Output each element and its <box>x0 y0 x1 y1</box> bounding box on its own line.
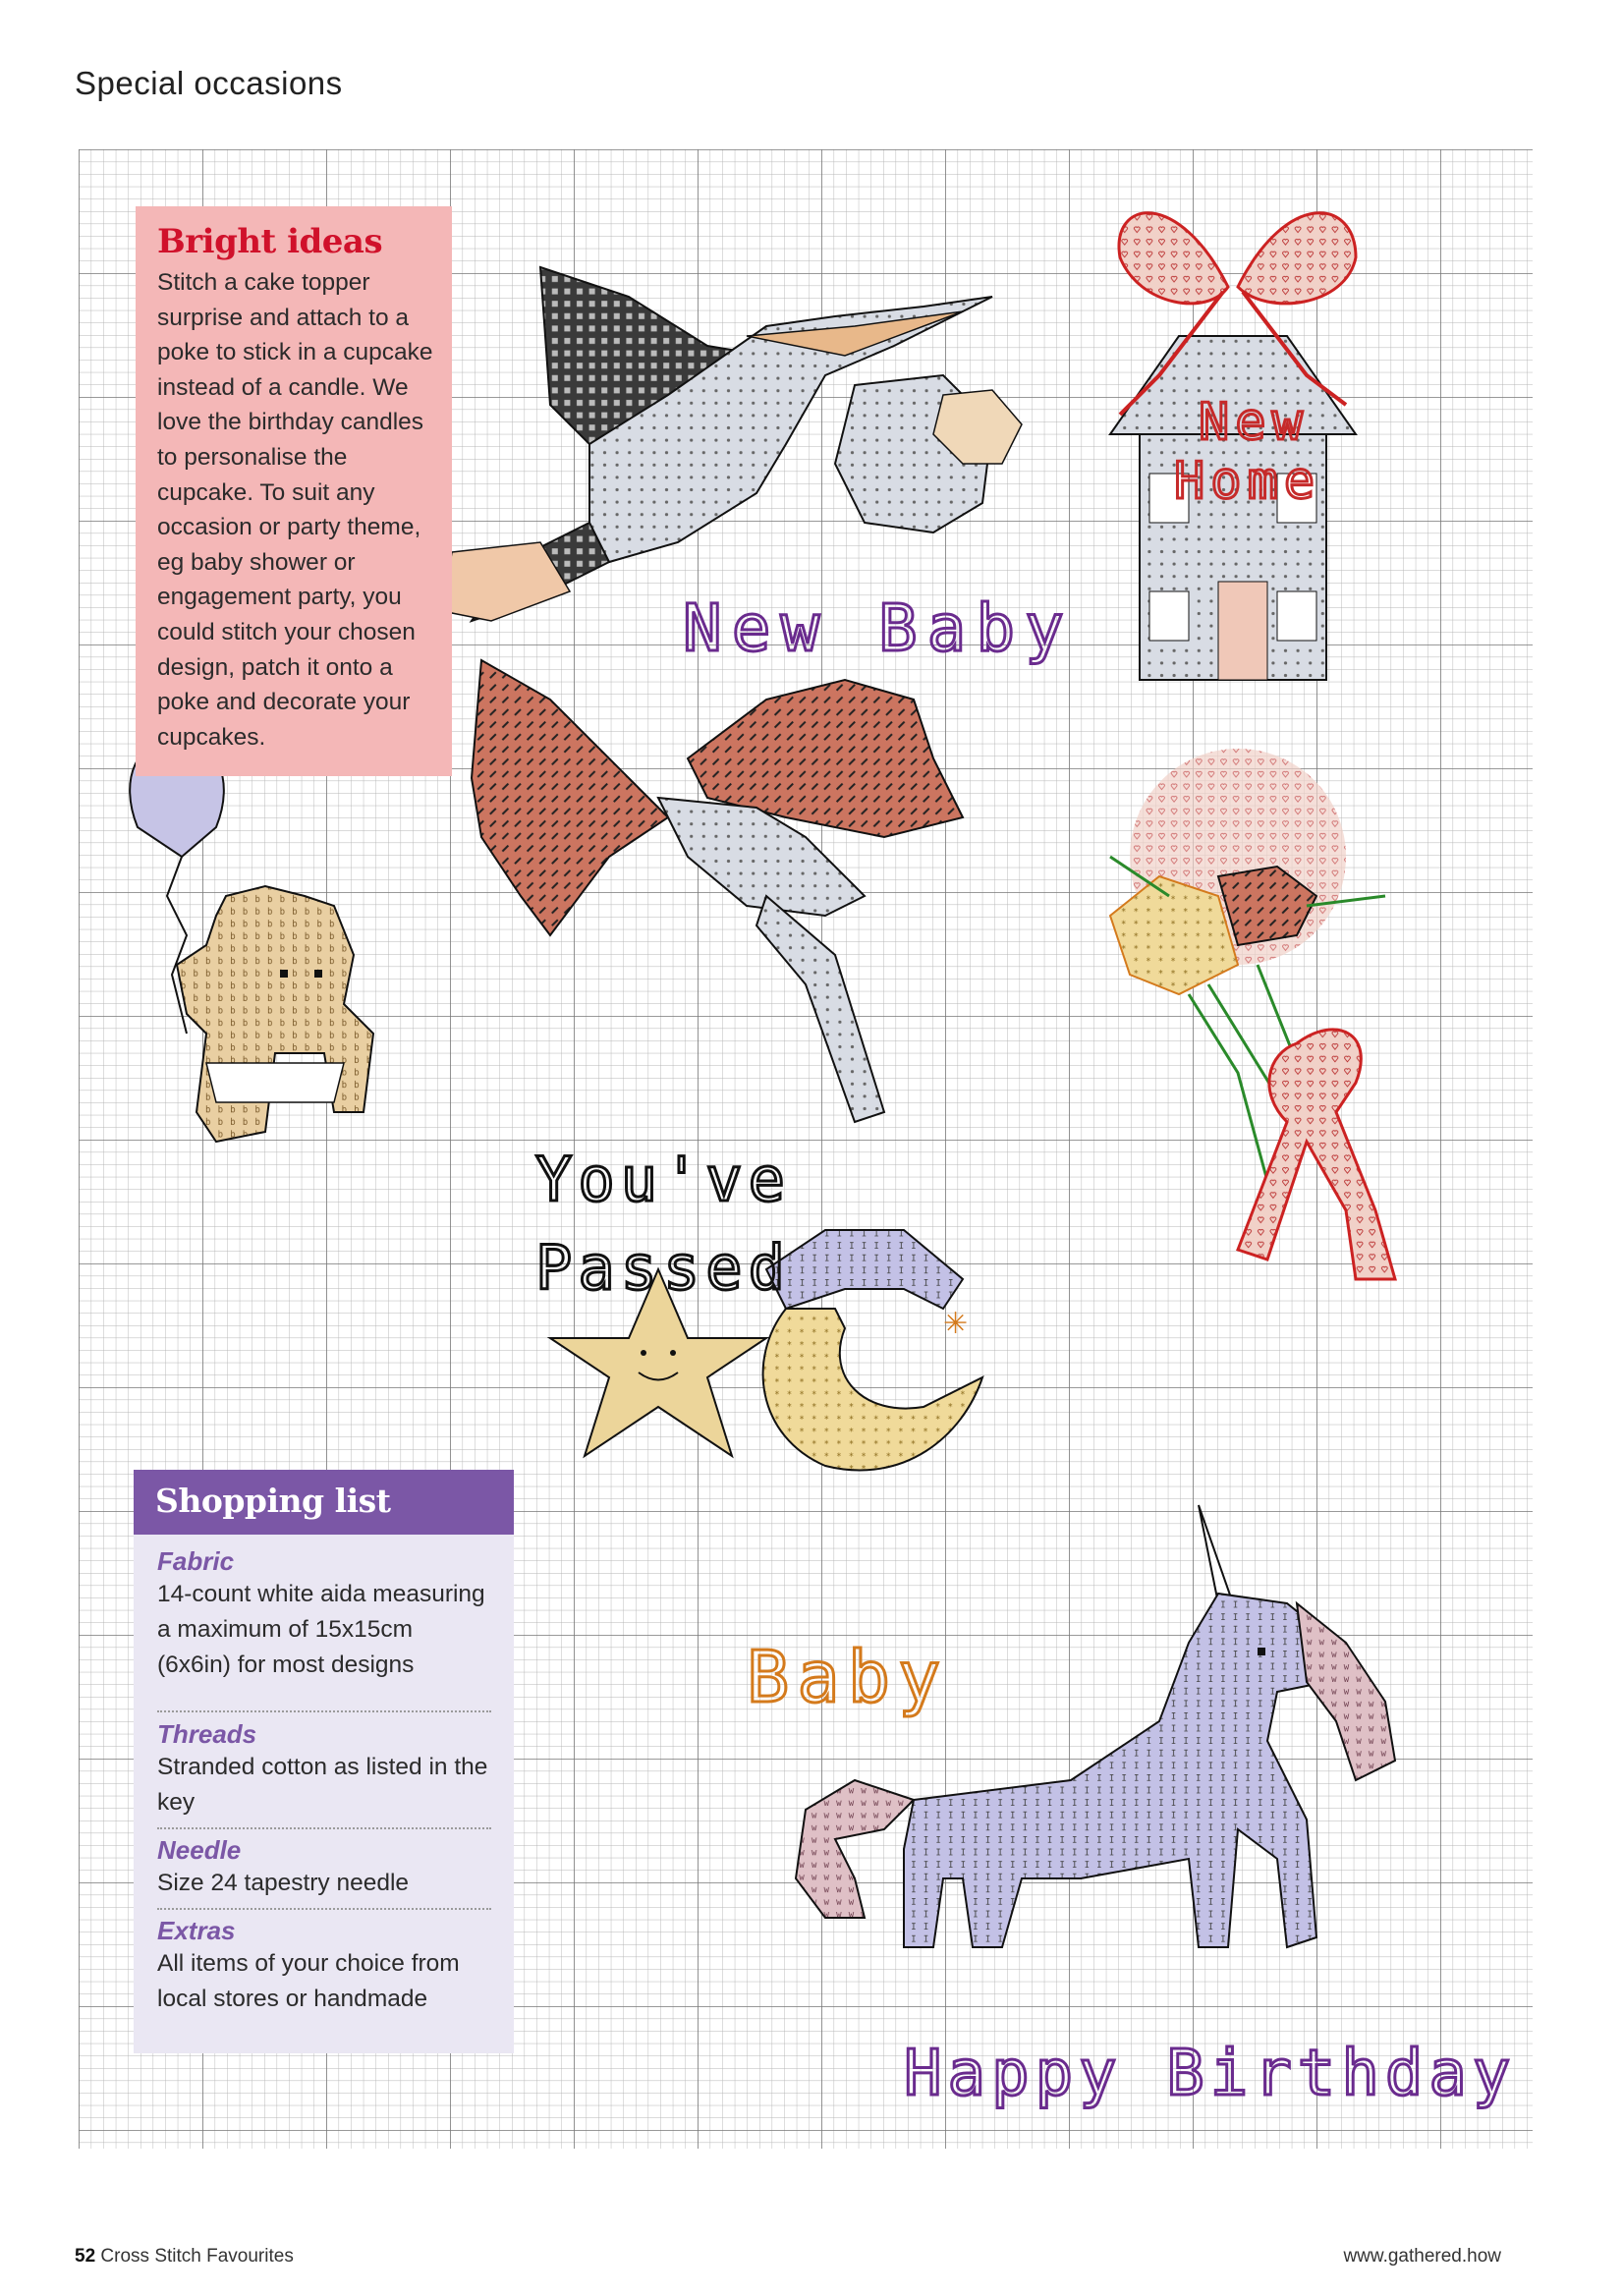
shopping-extras-section <box>157 1916 491 2017</box>
youve-passed-text-line1: You've <box>535 1144 791 1215</box>
shopping-list-title: Shopping list <box>155 1482 391 1520</box>
shopping-list-header <box>134 1470 514 1535</box>
threads-heading: Threads <box>157 1719 257 1749</box>
extras-heading: Extras <box>157 1916 236 1945</box>
shopping-divider <box>157 1827 491 1829</box>
bright-ideas-title: Bright ideas <box>157 222 383 261</box>
page-section-title: Special occasions <box>75 65 343 101</box>
website-link[interactable]: www.gathered.how <box>1343 2246 1501 2267</box>
page-number: 52 <box>75 2246 96 2267</box>
shopping-divider <box>157 1710 491 1712</box>
fabric-heading: Fabric <box>157 1546 235 1576</box>
baby-text: Baby <box>747 1636 949 1718</box>
magazine-name: Cross Stitch Favourites <box>100 2246 294 2267</box>
new-home-text-line1: New <box>1199 393 1309 452</box>
shopping-divider <box>157 1908 491 1910</box>
shopping-fabric-section <box>157 1546 491 1683</box>
new-baby-text: New Baby <box>683 590 1074 666</box>
page-footer-left <box>75 2246 294 2268</box>
fabric-text: 14-count white aida measuring a maximum of 15x15cm (6x6in) for most designs <box>157 1581 485 1678</box>
needle-text: Size 24 tapestry needle <box>157 1870 410 1896</box>
shopping-threads-section <box>157 1719 491 1820</box>
new-home-text-line2: Home <box>1174 452 1321 511</box>
happy-birthday-text: Happy Birthday <box>904 2038 1517 2110</box>
needle-heading: Needle <box>157 1835 242 1865</box>
bright-ideas-body: Stitch a cake topper surprise and attach to a poke to stick in a cupcake instead of a candle. We love the birthday candles to personalise the cupcake. To suit any occasion or party theme, eg baby shower or engagement party, you could stitch your chosen design, patch it onto a poke and decorate your cupcakes. <box>157 269 433 751</box>
extras-text: All items of your choice from local stores or handmade <box>157 1950 460 2012</box>
shopping-needle-section <box>157 1835 491 1901</box>
shopping-list-box <box>134 1470 514 2053</box>
youve-passed-text-line2: Passed <box>535 1232 791 1304</box>
bright-ideas-box <box>136 206 452 776</box>
threads-text: Stranded cotton as listed in the key <box>157 1754 488 1816</box>
svg-text:✳: ✳ <box>943 1307 969 1341</box>
